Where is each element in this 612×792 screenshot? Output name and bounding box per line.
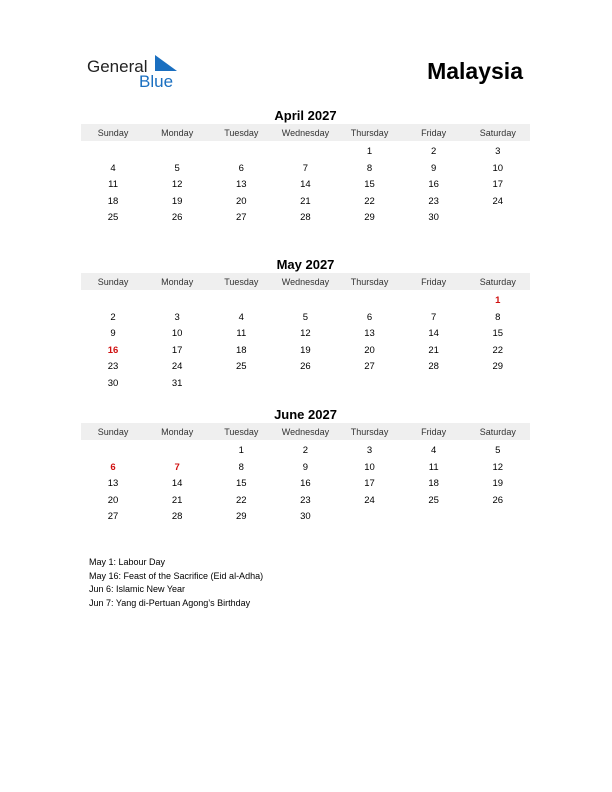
weekday-label: Friday	[421, 426, 447, 437]
day-cell: 23	[107, 361, 119, 372]
day-cell: 27	[364, 361, 375, 372]
month-title: June 2027	[274, 407, 337, 422]
empty-day-cell	[273, 293, 337, 310]
day-cell: 29	[236, 511, 247, 522]
day-cell: 6	[366, 311, 373, 323]
day-cell: 3	[366, 445, 373, 456]
day-cell: 1	[238, 445, 244, 456]
day-cell: 18	[236, 344, 247, 356]
day-cell: 14	[300, 179, 311, 190]
day-cell: 22	[364, 195, 375, 207]
day-cell: 19	[492, 478, 504, 489]
weekday-label: Thursday	[350, 426, 389, 437]
holiday-note: Jun 7: Yang di-Pertuan Agong’s Birthday	[89, 597, 251, 608]
day-cell: 10	[364, 461, 375, 473]
empty-day-cell	[402, 293, 466, 310]
day-cell: 25	[107, 212, 119, 223]
empty-day-cell	[145, 144, 209, 161]
empty-day-cell	[209, 144, 273, 161]
day-cell: 4	[238, 311, 244, 323]
month-april	[81, 107, 530, 227]
day-cell: 12	[492, 461, 504, 473]
day-grid	[81, 144, 530, 227]
weekday-label: Wednesday	[281, 426, 330, 437]
day-grid	[81, 293, 530, 392]
weekday-label: Sunday	[97, 426, 129, 437]
day-cell: 11	[428, 461, 439, 473]
day-cell: 4	[431, 445, 437, 456]
month-june	[81, 406, 530, 526]
country-title: Malaysia	[427, 58, 523, 84]
day-cell: 8	[495, 311, 501, 323]
day-cell: 22	[492, 344, 504, 356]
day-cell: 18	[428, 478, 439, 489]
day-cell: 29	[364, 212, 375, 223]
day-cell: 3	[174, 311, 180, 323]
day-cell: 30	[107, 377, 119, 389]
holiday-notes	[89, 556, 263, 610]
day-cell: 17	[492, 179, 504, 190]
day-cell: 21	[428, 344, 439, 356]
day-cell: 20	[364, 344, 375, 356]
day-cell: 5	[174, 162, 180, 174]
day-cell: 6	[238, 162, 244, 174]
empty-day-cell	[81, 443, 145, 460]
empty-day-cell	[145, 293, 209, 310]
day-cell: 10	[171, 328, 183, 339]
day-cell: 29	[492, 361, 504, 372]
day-cell: 25	[236, 361, 247, 372]
day-cell: 27	[236, 212, 247, 223]
weekday-label: Friday	[421, 127, 447, 138]
day-cell: 16	[428, 179, 439, 190]
day-cell: 4	[110, 162, 116, 174]
day-cell: 28	[428, 361, 439, 372]
day-cell: 27	[107, 511, 119, 522]
weekday-label: Monday	[161, 276, 194, 287]
empty-day-cell	[209, 293, 273, 310]
day-cell: 12	[171, 179, 183, 190]
weekday-header	[81, 124, 530, 141]
weekday-header	[81, 423, 530, 440]
day-cell: 8	[366, 162, 373, 174]
day-cell: 16	[300, 478, 311, 489]
empty-day-cell	[81, 293, 145, 310]
day-cell: 2	[302, 445, 309, 456]
day-cell: 31	[171, 377, 183, 389]
day-cell: 5	[495, 445, 501, 456]
holiday-day-cell: 7	[174, 461, 180, 473]
weekday-header	[81, 273, 530, 290]
day-cell: 7	[302, 162, 309, 174]
day-cell: 24	[364, 494, 375, 506]
weekday-label: Tuesday	[224, 127, 259, 138]
day-cell: 10	[492, 162, 504, 174]
weekday-label: Saturday	[479, 276, 516, 287]
logo-blue-text: Blue	[139, 72, 174, 91]
day-cell: 15	[492, 328, 504, 339]
day-cell: 30	[300, 511, 311, 522]
day-cell: 13	[107, 478, 119, 489]
generalblue-logo	[87, 54, 197, 94]
day-cell: 26	[300, 361, 311, 372]
holiday-note: May 1: Labour Day	[89, 557, 166, 567]
weekday-label: Saturday	[479, 127, 516, 138]
weekday-label: Monday	[161, 127, 194, 138]
day-cell: 23	[300, 494, 311, 506]
weekday-label: Tuesday	[224, 276, 259, 287]
weekday-label: Wednesday	[281, 276, 330, 287]
empty-day-cell	[145, 443, 209, 460]
day-cell: 9	[302, 461, 309, 473]
holiday-note: May 16: Feast of the Sacrifice (Eid al-Adha)	[89, 570, 264, 581]
day-cell: 26	[492, 494, 504, 506]
empty-day-cell	[338, 293, 402, 310]
day-cell: 30	[428, 212, 439, 223]
weekday-label: Monday	[161, 426, 194, 437]
day-cell: 3	[495, 146, 501, 157]
day-cell: 9	[110, 328, 116, 339]
month-title: May 2027	[276, 257, 335, 272]
day-cell: 26	[171, 212, 183, 223]
day-cell: 28	[171, 511, 183, 522]
day-cell: 9	[431, 162, 437, 174]
day-cell: 13	[364, 328, 375, 339]
weekday-label: Wednesday	[281, 127, 330, 138]
weekday-label: Tuesday	[224, 426, 259, 437]
day-cell: 21	[300, 195, 311, 207]
day-cell: 19	[171, 195, 183, 207]
weekday-label: Sunday	[97, 276, 129, 287]
day-cell: 17	[364, 478, 375, 489]
day-cell: 19	[300, 344, 311, 356]
day-cell: 21	[171, 494, 183, 506]
holiday-day-cell: 16	[107, 344, 119, 356]
day-cell: 20	[107, 494, 119, 506]
weekday-label: Saturday	[479, 426, 516, 437]
day-cell: 22	[236, 494, 247, 506]
day-cell: 28	[300, 212, 311, 223]
weekday-label: Thursday	[350, 276, 389, 287]
day-cell: 15	[236, 478, 247, 489]
weekday-label: Sunday	[97, 127, 129, 138]
day-cell: 2	[431, 146, 437, 157]
empty-day-cell	[81, 144, 145, 161]
weekday-label: Friday	[421, 276, 447, 287]
day-cell: 15	[364, 179, 375, 190]
month-may	[81, 256, 530, 392]
day-grid	[81, 443, 530, 526]
day-cell: 11	[108, 179, 118, 190]
day-cell: 13	[236, 179, 247, 190]
day-cell: 8	[238, 461, 244, 473]
day-cell: 17	[171, 344, 183, 356]
day-cell: 25	[428, 494, 439, 506]
day-cell: 18	[107, 195, 119, 207]
day-cell: 2	[110, 311, 116, 323]
logo-general-text: General	[87, 57, 148, 76]
day-cell: 5	[302, 311, 309, 323]
day-cell: 1	[366, 146, 373, 157]
day-cell: 23	[428, 195, 439, 207]
flag-icon	[155, 55, 177, 71]
day-cell: 24	[492, 195, 504, 207]
day-cell: 11	[236, 328, 247, 339]
holiday-day-cell: 6	[110, 461, 116, 473]
month-title: April 2027	[274, 108, 337, 123]
holiday-day-cell: 1	[495, 295, 501, 306]
day-cell: 24	[171, 361, 183, 372]
day-cell: 14	[171, 478, 183, 489]
day-cell: 7	[431, 311, 437, 323]
day-cell: 14	[428, 328, 439, 339]
day-cell: 12	[300, 328, 311, 339]
empty-day-cell	[273, 144, 337, 161]
weekday-label: Thursday	[350, 127, 389, 138]
holiday-note: Jun 6: Islamic New Year	[89, 584, 186, 594]
day-cell: 20	[236, 195, 247, 207]
